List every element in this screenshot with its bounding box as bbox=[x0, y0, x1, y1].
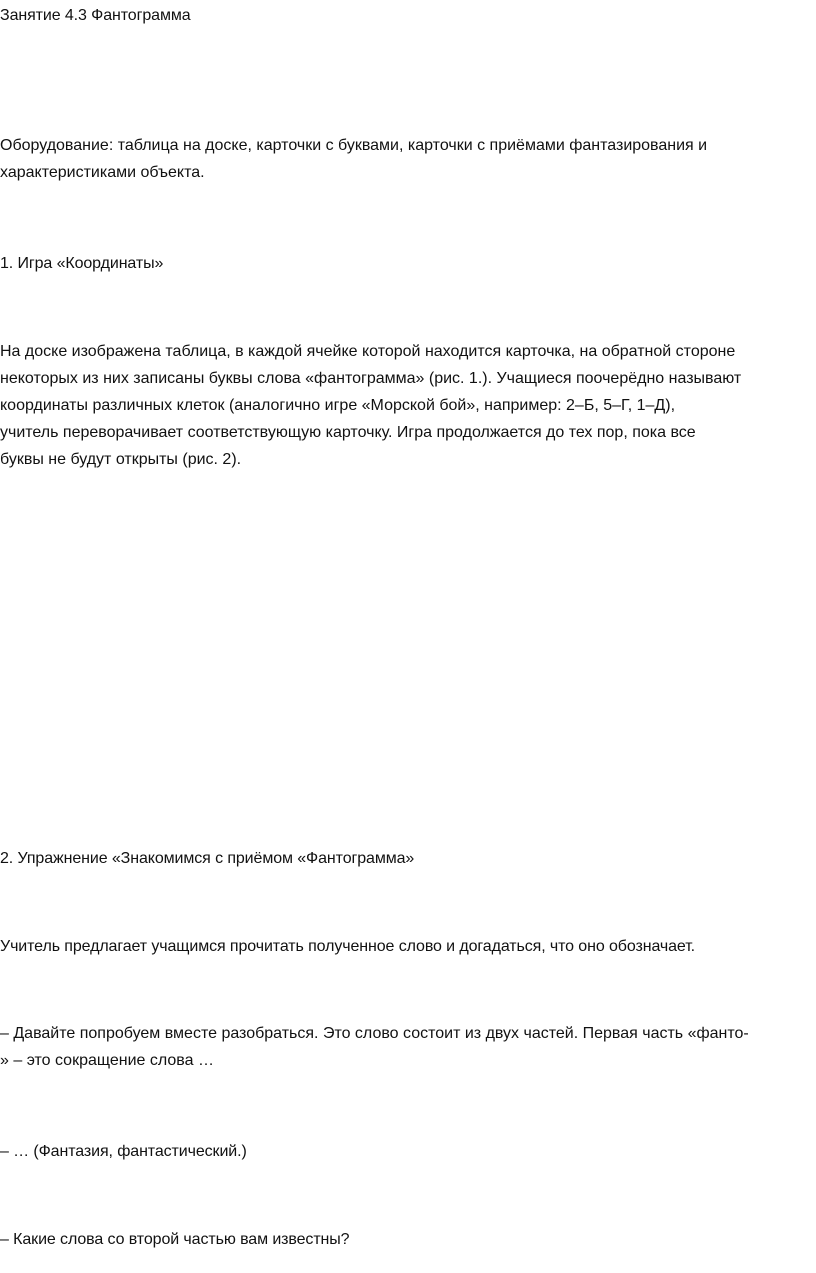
equipment-line: характеристиками объекта. bbox=[0, 164, 205, 181]
section1-line: учитель переворачивает соответствующую карточку. Игра продолжается до тех пор, пока все bbox=[0, 424, 696, 441]
dialogue-line: – Давайте попробуем вместе разобраться. Это слово состоит из двух частей. Первая часть «фанто- bbox=[0, 1025, 749, 1042]
section1-line: На доске изображена таблица, в каждой ячейке которой находится карточка, на обратной стороне bbox=[0, 343, 736, 360]
dialogue-paragraph-3: – Какие слова со второй частью вам известны? bbox=[0, 1231, 350, 1248]
page-title: Занятие 4.3 Фантограмма bbox=[0, 7, 191, 24]
section1-heading: 1. Игра «Координаты» bbox=[0, 255, 164, 272]
dialogue-paragraph-2: – … (Фантазия, фантастический.) bbox=[0, 1143, 247, 1160]
equipment-line: Оборудование: таблица на доске, карточки с буквами, карточки с приёмами фантазирования и bbox=[0, 137, 708, 154]
dialogue-line: » – это сокращение слова … bbox=[0, 1052, 214, 1069]
section2-heading: 2. Упражнение «Знакомимся с приёмом «Фантограмма» bbox=[0, 850, 415, 867]
section2-intro: Учитель предлагает учащимся прочитать полученное слово и догадаться, что оно обозначает. bbox=[0, 938, 695, 955]
section1-line: координаты различных клеток (аналогично игре «Морской бой», например: 2–Б, 5–Г, 1–Д), bbox=[0, 397, 676, 414]
section1-line: некоторых из них записаны буквы слова «фантограмма» (рис. 1.). Учащиеся поочерёдно называют bbox=[0, 370, 742, 387]
dialogue-paragraph-1 bbox=[0, 1020, 814, 1074]
equipment-paragraph bbox=[0, 132, 814, 186]
section1-paragraph bbox=[0, 338, 814, 473]
section1-line: буквы не будут открыты (рис. 2). bbox=[0, 451, 242, 468]
